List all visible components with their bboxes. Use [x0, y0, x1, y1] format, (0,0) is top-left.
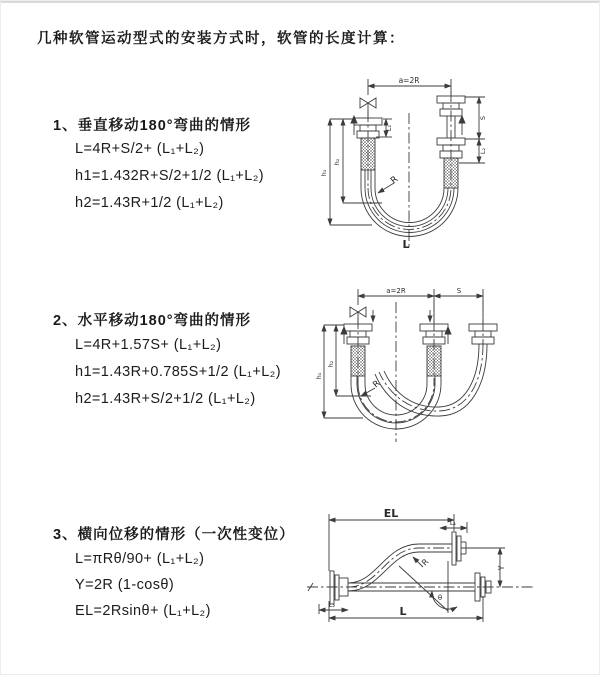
dim-label-h2: h₂	[327, 360, 335, 368]
page-title: 几种软管运动型式的安装方式时，软管的长度计算：	[37, 31, 405, 47]
dim-label-h1: h₁	[315, 372, 323, 380]
length-label: L	[402, 238, 410, 251]
section-1-formula-l: L=4R+S/2+ (L₁+L₂)	[75, 141, 205, 157]
section-3-formula-l: L=πRθ/90+ (L₁+L₂)	[75, 551, 205, 567]
dim-label-s: S	[479, 115, 487, 121]
dim-label-l2: L₂	[328, 601, 336, 609]
section-3-formula-el: EL=2Rsinθ+ (L₁+L₂)	[75, 603, 211, 619]
section-2-formula-l: L=4R+1.57S+ (L₁+L₂)	[75, 337, 222, 353]
length-label: L	[399, 605, 407, 618]
diagram-vertical-180-bend	[314, 73, 594, 258]
left-pipe-fitting	[344, 324, 372, 376]
diagram-horizontal-180-bend	[313, 284, 598, 454]
hose-drawing-2	[324, 289, 497, 442]
displaced-flange	[452, 532, 466, 565]
dim-label-h1: h₁	[320, 169, 328, 177]
dim-label-el: EL	[383, 507, 399, 520]
radius-label: R	[389, 174, 401, 187]
dim-label-h2: h₂	[333, 158, 341, 166]
section-1-formula-h1: h1=1.432R+S/2+1/2 (L₁+L₂)	[75, 168, 265, 184]
diagram-lateral-displacement	[299, 504, 596, 654]
section-1-formula-h2: h2=1.43R+1/2 (L₁+L₂)	[75, 195, 224, 211]
section-1-heading: 1、垂直移动180°弯曲的情形	[53, 118, 252, 134]
theta-label: θ	[437, 594, 443, 602]
radius-label: R	[371, 378, 383, 391]
dim-label-l1: L₁	[385, 124, 393, 132]
dim-label-l1: L₁	[449, 519, 457, 527]
hose-drawing-1	[330, 79, 485, 249]
dim-label-a2r: a=2R	[398, 76, 420, 85]
scan-edge	[1, 1, 600, 3]
right-pipe-fitting	[437, 96, 465, 188]
dim-label-y: Y	[497, 565, 506, 571]
section-2-formula-h1: h1=1.43R+0.785S+1/2 (L₁+L₂)	[75, 364, 281, 380]
section-3-heading: 3、横向位移的情形（一次性变位）	[53, 527, 295, 543]
dim-label-a2r: a=2R	[386, 287, 406, 295]
dim-label-l2: L₂	[479, 147, 487, 155]
dim-label-s: S	[456, 287, 462, 295]
middle-pipe-fitting	[420, 324, 448, 376]
radius-label: R	[420, 557, 431, 568]
left-flange	[330, 571, 348, 604]
section-2-heading: 2、水平移动180°弯曲的情形	[53, 313, 252, 329]
section-3-formula-y: Y=2R (1-cosθ)	[75, 577, 175, 593]
section-2-formula-h2: h2=1.43R+S/2+1/2 (L₁+L₂)	[75, 391, 256, 407]
